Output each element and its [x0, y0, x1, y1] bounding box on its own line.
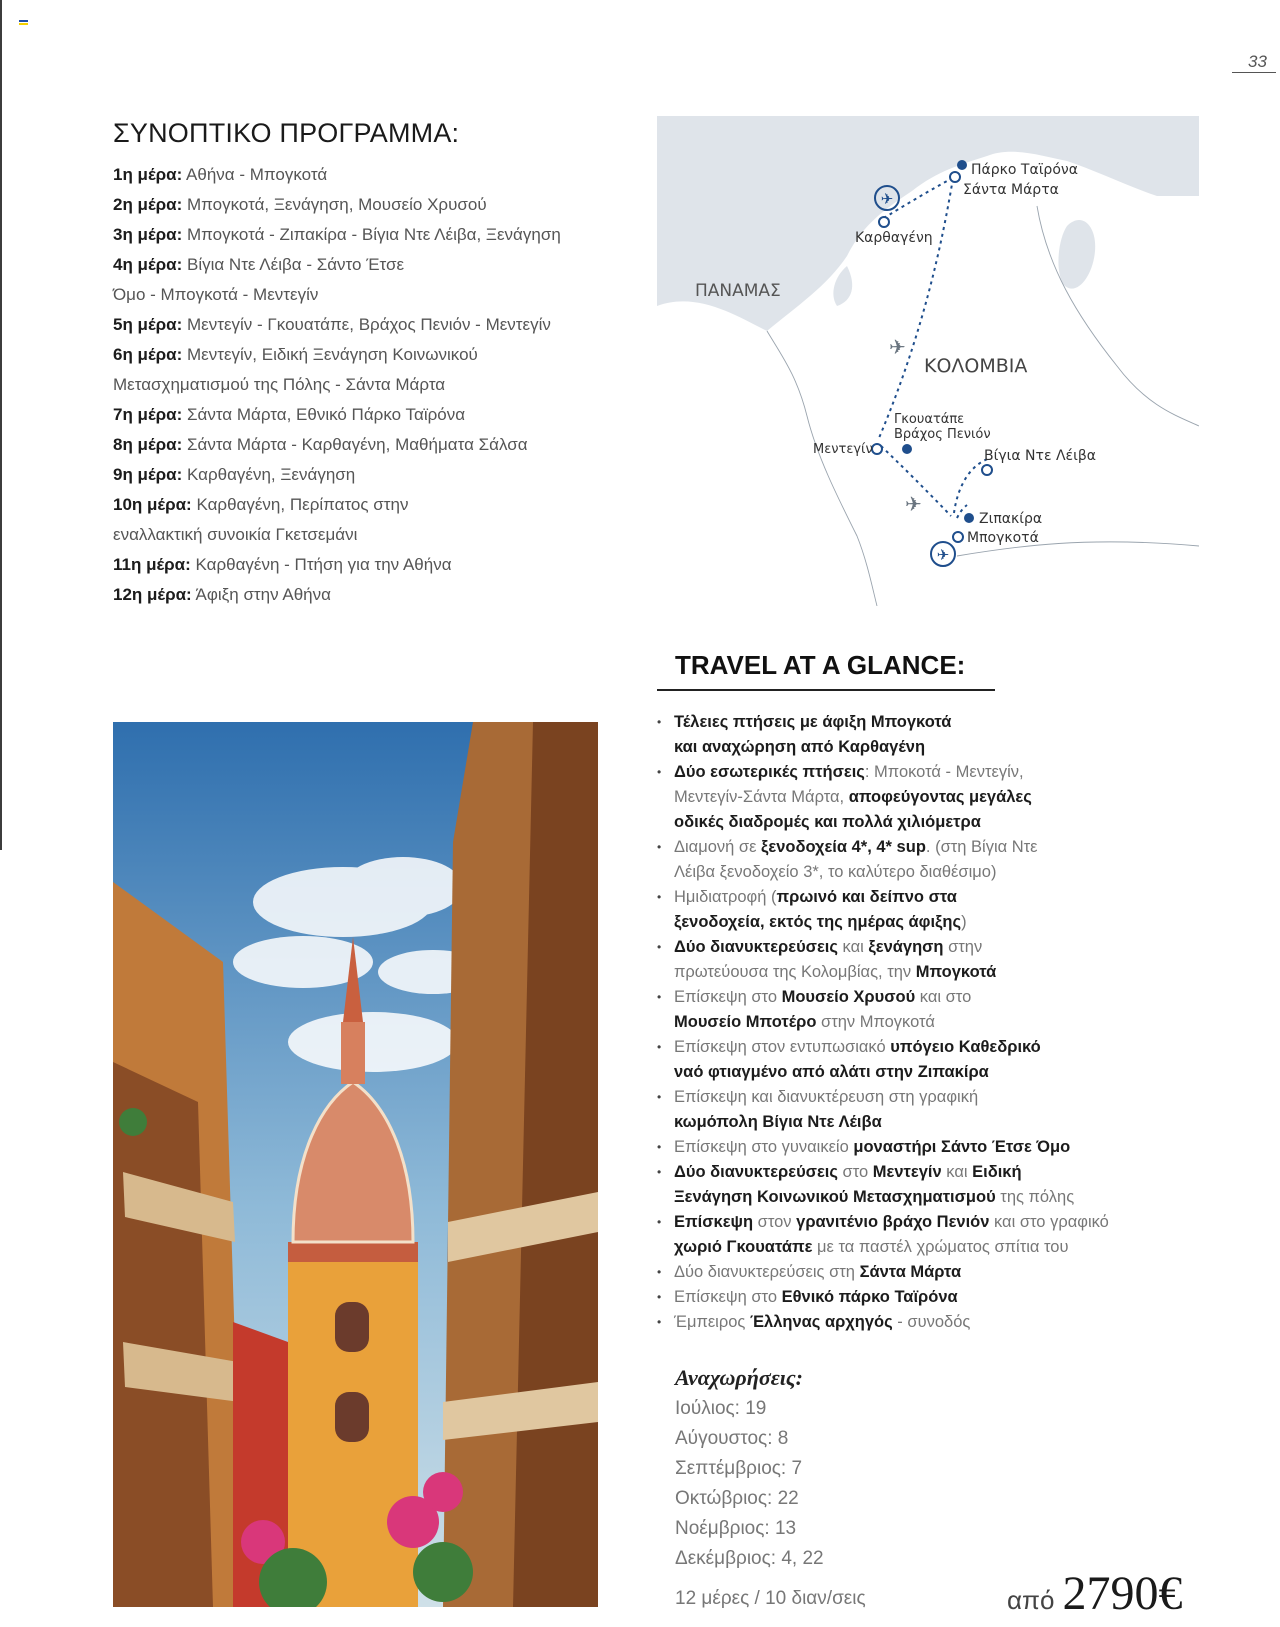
glance-item: [655, 1310, 1215, 1335]
glance-item-text: Μουσείο Χρυσού: [781, 988, 916, 1006]
itinerary-row: 9η μέρα: Καρθαγένη, Ξενάγηση: [113, 465, 356, 484]
glance-item: [655, 985, 1215, 1035]
label-guatape: Γκουατάπε: [894, 412, 965, 427]
glance-item-text: οδικές διαδρομές και πολλά χιλιόμετρα: [674, 813, 981, 831]
bogota-marker: [953, 532, 963, 542]
glance-item-text: Επίσκεψη στον εντυπωσιακό: [674, 1038, 891, 1056]
departure-month: Ιούλιος: 19: [675, 1398, 767, 1419]
svg-text:✈: ✈: [936, 546, 950, 564]
photo-illustration: [113, 722, 598, 1607]
glance-item-text: . (στη Βίγια Ντε: [925, 838, 1038, 856]
tower-window: [335, 1302, 369, 1352]
svg-text:✈: ✈: [880, 190, 894, 208]
label-panama: ΠΑΝΑΜΑΣ: [695, 281, 781, 301]
glance-item-text: Εθνικό πάρκο Ταϊρόνα: [781, 1288, 958, 1306]
tower-window: [335, 1392, 369, 1442]
glance-item-text: Μεντεγίν-Σάντα Μάρτα,: [674, 788, 849, 806]
glance-item: [655, 1035, 1215, 1085]
glance-item-text: της πόλης: [995, 1188, 1075, 1206]
glance-title: TRAVEL AT A GLANCE:: [675, 650, 966, 680]
glance-item-text: ναό φτιαγμένο από αλάτι στην Ζιπακίρα: [674, 1063, 989, 1081]
glance-item-text: στο: [837, 1163, 873, 1181]
price-amount: 2790€: [1062, 1567, 1183, 1620]
itinerary-row: 7η μέρα: Σάντα Μάρτα, Εθνικό Πάρκο Ταϊρόνα: [113, 405, 466, 424]
glance-item-text: ξενοδοχεία 4*, 4* sup: [761, 838, 926, 856]
glance-item-text: χωριό Γκουατάπε: [674, 1238, 813, 1256]
itinerary-row: 3η μέρα: Μπογκοτά - Ζιπακίρα - Βίγια Ντε Λέιβα, Ξενάγηση: [113, 225, 561, 244]
itinerary-row: 1η μέρα: Αθήνα - Μπογκοτά: [113, 165, 328, 184]
label-colombia: ΚΟΛΟΜΒΙΑ: [924, 355, 1028, 377]
villa-de-leyva-marker: [982, 465, 992, 475]
land-mass: [657, 152, 1199, 606]
glance-item-text: Διαμονή σε: [674, 838, 762, 856]
glance-item-text: στην Μπογκοτά: [816, 1013, 935, 1031]
itinerary-row: 6η μέρα: Μεντεγίν, Ειδική Ξενάγηση Κοινωνικού: [113, 345, 478, 364]
glance-item-text: με τα παστέλ χρώματος σπίτια του: [812, 1238, 1069, 1256]
departure-month: Αύγουστος: 8: [675, 1428, 789, 1449]
label-cartagena: Καρθαγένη: [855, 230, 933, 246]
glance-item-text: ξενοδοχεία, εκτός της ημέρας άφιξης: [674, 913, 962, 931]
glance-item-text: Επίσκεψη στο γυναικείο: [674, 1138, 854, 1156]
plane-icon: [875, 186, 899, 210]
building-left-shade: [113, 1062, 213, 1607]
glance-item-text: κωμόπολη Βίγια Ντε Λέιβα: [674, 1113, 882, 1131]
route-map-graphic: [657, 116, 1199, 606]
glance-list: [655, 710, 1215, 1335]
departures-title: Αναχωρήσεις:: [675, 1365, 803, 1390]
tayrona-marker: [957, 160, 967, 170]
glance-item: [655, 760, 1215, 835]
departure-month: Νοέμβριος: 13: [675, 1518, 797, 1539]
glance-item-text: στην: [943, 938, 983, 956]
itinerary-row: 5η μέρα: Μεντεγίν - Γκουατάπε, Βράχος Πενιόν - Μεντεγίν: [113, 315, 551, 334]
cartagena-street-photo: [113, 722, 598, 1607]
glance-item: [655, 1160, 1215, 1210]
program-title: ΣΥΝΟΠΤΙΚΟ ΠΡΟΓΡΑΜΜΑ:: [113, 118, 460, 148]
departures-list: [675, 1394, 824, 1574]
left-edge-rule: [0, 0, 2, 850]
label-zipaquira: Ζιπακίρα: [979, 511, 1043, 527]
glance-item-text: και στο γραφικό: [989, 1213, 1109, 1231]
glance-item-text: γρανιτένιο βράχο Πενιόν: [796, 1213, 990, 1231]
glance-item-text: : Μποκοτά - Μεντεγίν,: [864, 763, 1024, 781]
itinerary-row: 12η μέρα: Άφιξη στην Αθήνα: [113, 585, 331, 604]
glance-item-text: υπόγειο Καθεδρικό: [890, 1038, 1041, 1056]
departure-month: Οκτώβριος: 22: [675, 1488, 799, 1509]
glance-item-text: Ειδική: [972, 1163, 1022, 1181]
glance-item-text: και: [837, 938, 869, 956]
glance-item: [655, 835, 1215, 885]
glance-item-text: πρωτεύουσα της Κολομβίας, την: [674, 963, 916, 981]
cartagena-marker: [879, 217, 889, 227]
glance-title-rule: [657, 689, 995, 691]
itinerary-row: Όμο - Μπογκοτά - Μεντεγίν: [113, 285, 319, 304]
itinerary-row: Μετασχηματισμού της Πόλης - Σάντα Μάρτα: [113, 375, 446, 394]
label-villa-de-leyva: Βίγια Ντε Λέιβα: [984, 448, 1097, 464]
glance-item: [655, 1085, 1215, 1135]
glance-item-text: μοναστήρι Σάντο Έτσε Όμο: [853, 1138, 1071, 1156]
glance-item-text: Δύο διανυκτερεύσεις: [674, 1163, 838, 1181]
glance-item-text: και στο: [915, 988, 972, 1006]
glance-item-text: Ξενάγηση Κοινωνικού Μετασχηματισμού: [674, 1188, 996, 1206]
itinerary-row: 10η μέρα: Καρθαγένη, Περίπατος στην: [113, 495, 409, 514]
glance-item: [655, 1210, 1215, 1260]
glance-item: [655, 935, 1215, 985]
price: [1007, 1566, 1182, 1621]
glance-item-text: Ημιδιατροφή (: [674, 888, 777, 906]
glance-item-text: Μπογκοτά: [915, 963, 997, 981]
glance-item-text: στον: [753, 1213, 797, 1231]
itinerary-row: 8η μέρα: Σάντα Μάρτα - Καρθαγένη, Μαθήματα Σάλσα: [113, 435, 528, 454]
guatape-marker: [902, 444, 912, 454]
itinerary-row: 11η μέρα: Καρθαγένη - Πτήση για την Αθήνα: [113, 555, 452, 574]
glance-item: [655, 1285, 1215, 1310]
glance-item-text: Σάντα Μάρτα: [859, 1263, 962, 1281]
glance-item-text: Δύο διανυκτερεύσεις στη: [674, 1263, 860, 1281]
itinerary-list: [113, 160, 613, 610]
flag-icon: [19, 20, 28, 27]
itinerary-row: 4η μέρα: Βίγια Ντε Λέιβα - Σάντο Έτσε: [113, 255, 405, 274]
glance-item-text: πρωινό και δείπνο στα: [776, 888, 957, 906]
glance-item-text: ξενάγηση: [868, 938, 944, 956]
page-number: 33: [1248, 52, 1267, 71]
glance-item-text: Δύο διανυκτερεύσεις: [674, 938, 838, 956]
label-penol: Βράχος Πενιόν: [894, 427, 991, 442]
glance-item: [655, 885, 1215, 935]
glance-item: [655, 1260, 1215, 1285]
glance-item-text: Μεντεγίν: [872, 1163, 942, 1181]
glance-item: [655, 1135, 1215, 1160]
price-prefix: από: [1007, 1585, 1055, 1615]
glance-item-text: Έμπειρος: [674, 1313, 750, 1331]
glance-item-text: αποφεύγοντας μεγάλες: [848, 788, 1032, 806]
santa-marta-marker: [950, 172, 960, 182]
glance-item-text: Επίσκεψη: [674, 1213, 754, 1231]
glance-item-text: - συνοδός: [892, 1313, 971, 1331]
glance-item-text: Έλληνας αρχηγός: [749, 1313, 893, 1331]
dome-lantern: [341, 1022, 365, 1084]
glance-item-text: Επίσκεψη στο: [674, 988, 782, 1006]
glance-item-text: Λέιβα ξενοδοχείο 3*, το καλύτερο διαθέσιμο): [674, 863, 997, 881]
trip-duration: 12 μέρες / 10 διαν/σεις: [675, 1588, 866, 1609]
glance-item-text: Επίσκεψη και διανυκτέρευση στη γραφική: [674, 1088, 979, 1106]
tower-band: [288, 1242, 418, 1262]
label-bogota: Μπογκοτά: [967, 530, 1039, 546]
glance-item-text: ): [961, 913, 967, 931]
glance-item-text: και: [941, 1163, 973, 1181]
glance-item-text: Τέλειες πτήσεις με άφιξη Μπογκοτά: [674, 713, 952, 731]
page-number-rule: [1232, 72, 1276, 73]
route-map: [657, 116, 1199, 606]
plane-icon: ✈: [889, 335, 906, 359]
medellin-marker: [872, 444, 882, 454]
glance-item-text: Επίσκεψη στο: [674, 1288, 782, 1306]
itinerary-row: 2η μέρα: Μπογκοτά, Ξενάγηση, Μουσείο Χρυσού: [113, 195, 487, 214]
plane-icon: ✈: [905, 492, 922, 516]
glance-item-text: Δύο εσωτερικές πτήσεις: [674, 763, 865, 781]
glance-item-text: Μουσείο Μποτέρο: [674, 1013, 817, 1031]
glance-item-text: και αναχώρηση από Καρθαγένη: [674, 738, 926, 756]
label-santa-marta: Σάντα Μάρτα: [963, 182, 1059, 198]
departure-month: Δεκέμβριος: 4, 22: [675, 1548, 824, 1569]
label-tayrona: Πάρκο Ταϊρόνα: [971, 162, 1078, 178]
departure-month: Σεπτέμβριος: 7: [675, 1458, 803, 1479]
glance-item: [655, 710, 1215, 760]
itinerary-row: εναλλακτική συνοικία Γκετσεμάνι: [113, 525, 358, 544]
label-medellin: Μεντεγίν: [813, 442, 873, 457]
zipaquira-marker: [964, 513, 974, 523]
